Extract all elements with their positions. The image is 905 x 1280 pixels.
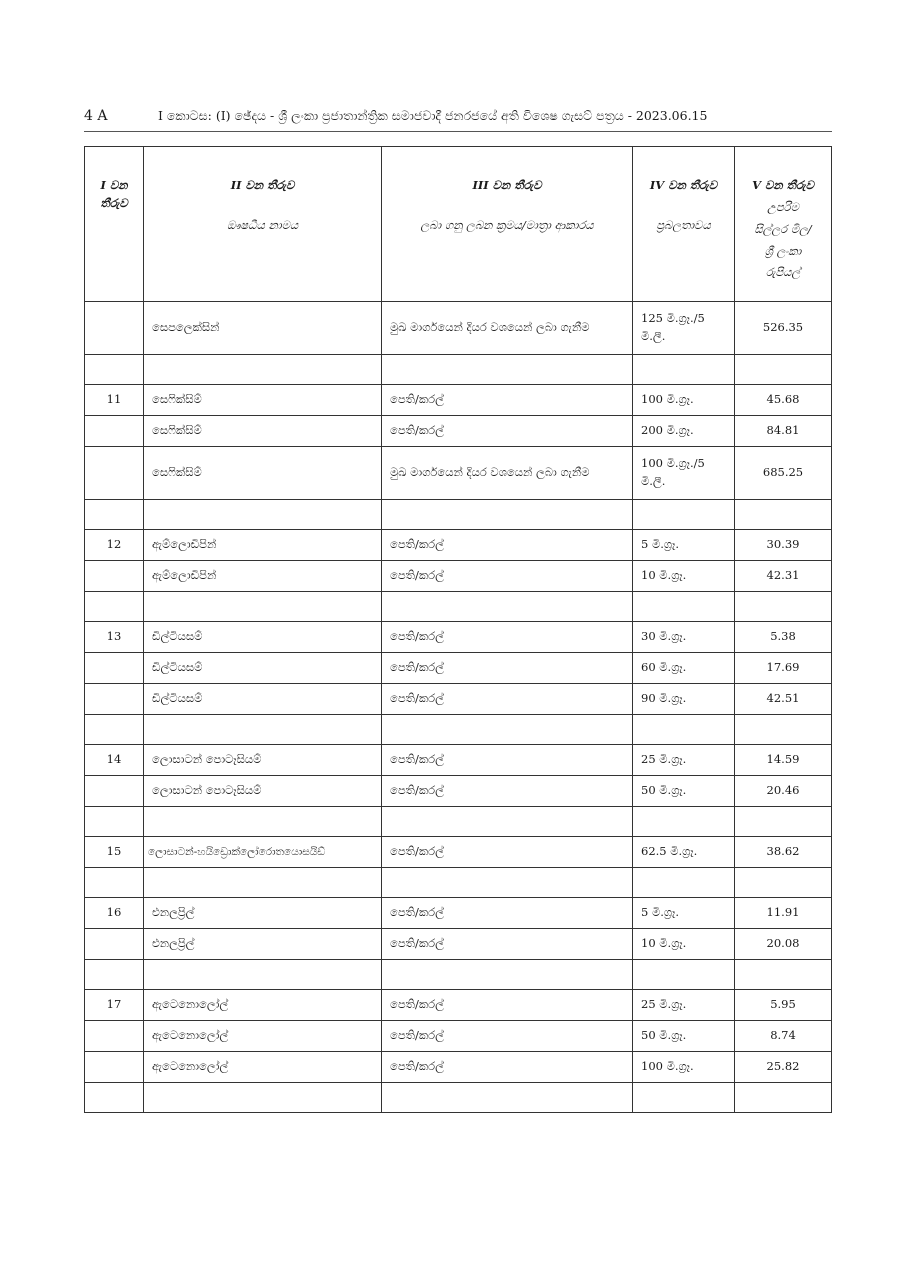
drug-name: ලොසාටන් පොටෑසියම් [144,776,382,807]
strength: 50 මි.ග්‍රෑ. [633,776,735,807]
table-header-row [85,147,832,302]
strength: 25 මි.ග්‍රෑ. [633,745,735,776]
table-row [85,745,832,776]
dosage-form: පෙති/කරල් [382,990,633,1021]
strength: 62.5 මි.ග්‍රෑ. [633,837,735,868]
dosage-form: පෙති/කරල් [382,385,633,416]
max-retail-price: 5.95 [735,990,832,1021]
max-retail-price: 685.25 [735,447,832,500]
spacer-row [85,1083,832,1113]
drug-name: ඇටෙනොලෝල් [144,1052,382,1083]
item-number [85,302,144,355]
spacer-row [85,868,832,898]
max-retail-price: 42.31 [735,561,832,592]
table-row [85,385,832,416]
dosage-form: මුඛ මාර්ගයෙන් දියර වශයෙන් ලබා ගැනීම [382,302,633,355]
table-row [85,929,832,960]
max-retail-price: 5.38 [735,622,832,653]
max-retail-price: 20.46 [735,776,832,807]
strength: 30 මි.ග්‍රෑ. [633,622,735,653]
drug-name: ඇම්ලොඩිපින් [144,561,382,592]
strength: 10 මි.ග්‍රෑ. [633,929,735,960]
strength: 90 මි.ග්‍රෑ. [633,684,735,715]
drug-name: ඩිල්ටියසම් [144,622,382,653]
item-number: 16 [85,898,144,929]
drug-name: ඩිල්ටියසම් [144,653,382,684]
header-divider [84,131,832,132]
max-retail-price: 20.08 [735,929,832,960]
drug-name: ලොසාටන්-හයිඩ්‍රොක්ලෝරොතයොසයිඩ් [144,837,382,868]
item-number [85,447,144,500]
dosage-form: පෙති/කරල් [382,745,633,776]
spacer-row [85,715,832,745]
dosage-form: පෙති/කරල් [382,776,633,807]
column-4-header: IV වන තීරුව ප්‍රබලතාවය [633,147,735,302]
drug-name: සෙෆික්සිම් [144,447,382,500]
drug-name: සෙෆික්සිම් [144,385,382,416]
max-retail-price: 45.68 [735,385,832,416]
table-row [85,1052,832,1083]
table-row [85,416,832,447]
dosage-form: පෙති/කරල් [382,416,633,447]
item-number [85,684,144,715]
spacer-row [85,807,832,837]
table-row [85,530,832,561]
item-number [85,1021,144,1052]
dosage-form: පෙති/කරල් [382,837,633,868]
table-row [85,776,832,807]
strength: 5 මි.ග්‍රෑ. [633,530,735,561]
table-row [85,302,832,355]
dosage-form: පෙති/කරල් [382,684,633,715]
table-row [85,653,832,684]
table-row [85,1021,832,1052]
column-5-header: V වන තීරුව උපරිම සිල්ලර මිල/ ශ්‍රී ලංකා රුපියල් [735,147,832,302]
page-number: 4 A [84,108,108,124]
drug-name: ඇම්ලොඩිපින් [144,530,382,561]
dosage-form: පෙති/කරල් [382,653,633,684]
price-table [84,146,832,1113]
dosage-form: පෙති/කරල් [382,1052,633,1083]
drug-name: එනලප්‍රිල් [144,898,382,929]
drug-name: සෙපලෙක්සින් [144,302,382,355]
item-number [85,416,144,447]
dosage-form: පෙති/කරල් [382,1021,633,1052]
strength: 100 මි.ග්‍රෑ. [633,385,735,416]
spacer-row [85,960,832,990]
item-number: 17 [85,990,144,1021]
strength: 100 මි.ග්‍රෑ. [633,1052,735,1083]
strength: 100 මි.ග්‍රෑ./5 මි.ලී. [633,447,735,500]
item-number [85,929,144,960]
strength: 10 මි.ග්‍රෑ. [633,561,735,592]
drug-name: සෙෆික්සිම් [144,416,382,447]
max-retail-price: 84.81 [735,416,832,447]
drug-name: එනලප්‍රිල් [144,929,382,960]
max-retail-price: 17.69 [735,653,832,684]
spacer-row [85,355,832,385]
drug-name: ලොසාටන් පොටෑසියම් [144,745,382,776]
item-number [85,653,144,684]
max-retail-price: 30.39 [735,530,832,561]
gazette-header-title: I කොටස: (I) ඡේදය - ශ්‍රී ලංකා ප්‍රජාතාන්ත්‍රික සමාජවාදී ජනරජයේ අති විශෙෂ ගැසට් පත්‍රය - 2023.06.15 [158,108,708,123]
max-retail-price: 11.91 [735,898,832,929]
max-retail-price: 25.82 [735,1052,832,1083]
strength: 125 මි.ග්‍රෑ./5 මි.ලී. [633,302,735,355]
table-row [85,898,832,929]
item-number: 11 [85,385,144,416]
table-row [85,837,832,868]
drug-name: ඇටෙනොලෝල් [144,990,382,1021]
max-retail-price: 8.74 [735,1021,832,1052]
table-row [85,684,832,715]
dosage-form: පෙති/කරල් [382,530,633,561]
table-row [85,622,832,653]
item-number: 13 [85,622,144,653]
dosage-form: පෙති/කරල් [382,622,633,653]
drug-name: ඩිල්ටියසම් [144,684,382,715]
dosage-form: මුඛ මාර්ගයෙන් දියර වශයෙන් ලබා ගැනීම [382,447,633,500]
strength: 25 මි.ග්‍රෑ. [633,990,735,1021]
item-number: 12 [85,530,144,561]
drug-name: ඇටෙනොලෝල් [144,1021,382,1052]
spacer-row [85,592,832,622]
strength: 200 මි.ග්‍රෑ. [633,416,735,447]
table-row [85,447,832,500]
strength: 50 මි.ග්‍රෑ. [633,1021,735,1052]
column-1-header: I වන තීරුව [85,147,144,302]
dosage-form: පෙති/කරල් [382,898,633,929]
max-retail-price: 38.62 [735,837,832,868]
column-3-header: III වන තීරුව ලබා ගනු ලබන ක්‍රමය/මාත්‍රා ආකාරය [382,147,633,302]
item-number [85,776,144,807]
item-number [85,561,144,592]
max-retail-price: 14.59 [735,745,832,776]
dosage-form: පෙති/කරල් [382,929,633,960]
item-number: 15 [85,837,144,868]
max-retail-price: 42.51 [735,684,832,715]
column-2-header: II වන තීරුව ඖෂධීය නාමය [144,147,382,302]
spacer-row [85,500,832,530]
max-retail-price: 526.35 [735,302,832,355]
strength: 5 මි.ග්‍රෑ. [633,898,735,929]
item-number: 14 [85,745,144,776]
item-number [85,1052,144,1083]
strength: 60 මි.ග්‍රෑ. [633,653,735,684]
table-row [85,561,832,592]
dosage-form: පෙති/කරල් [382,561,633,592]
table-row [85,990,832,1021]
